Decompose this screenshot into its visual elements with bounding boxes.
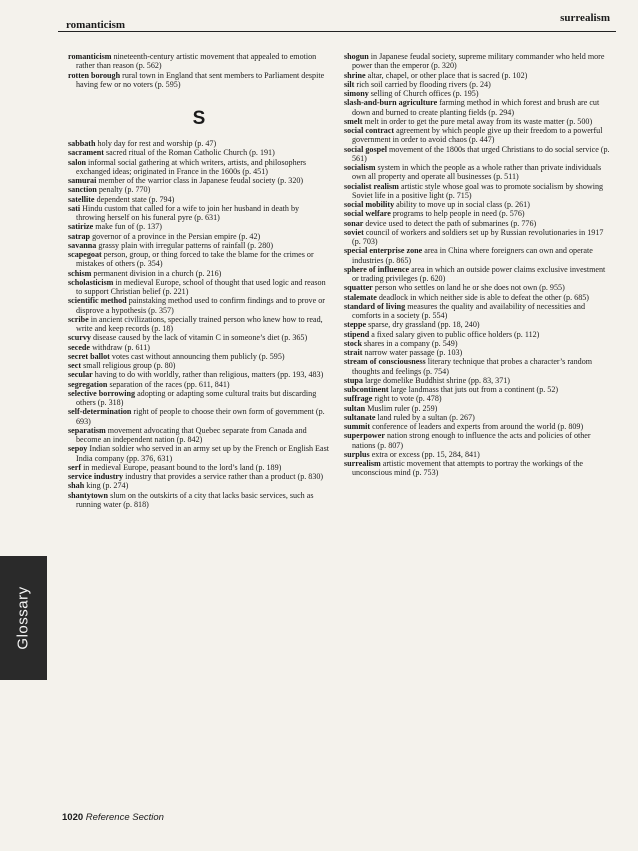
glossary-entry <box>344 348 612 357</box>
glossary-entry <box>344 52 612 71</box>
glossary-entry <box>344 422 612 431</box>
glossary-entry <box>68 389 330 408</box>
glossary-entry <box>344 394 612 403</box>
entry-definition: council of workers and soldiers set up by Russian revolutionaries in 1917 (p. 703) <box>352 227 604 246</box>
entry-definition: large landmass that juts out from a continent (p. 52) <box>390 385 559 394</box>
glossary-entry <box>68 352 330 361</box>
glossary-entry <box>68 139 330 148</box>
entry-definition: governor of a province in the Persian empire (p. 42) <box>92 231 261 241</box>
glossary-entry <box>68 343 330 352</box>
entry-term: scientific method <box>68 296 127 306</box>
entry-term: scapegoat <box>68 250 102 259</box>
entry-definition: conference of leaders and experts from around the world (p. 809) <box>372 422 584 431</box>
glossary-entry <box>344 219 612 228</box>
entry-term: smelt <box>344 116 363 126</box>
entry-term: savanna <box>68 240 97 250</box>
glossary-entry <box>68 444 330 463</box>
entry-definition: adopting or adapting some cultural traits but discarding others (p. 318) <box>76 388 317 407</box>
entry-definition: having to do with worldly, rather than religious, matters (pp. 193, 483) <box>94 370 324 380</box>
glossary-tab-label: Glossary <box>14 586 32 650</box>
running-head-right: surrealism <box>560 12 610 24</box>
entry-definition: Indian soldier who served in an army set up by the French or English East India company (pp. 376, 631) <box>76 444 329 463</box>
entry-term: service industry <box>68 472 124 481</box>
glossary-entry <box>344 246 612 265</box>
entry-definition: narrow water passage (p. 103) <box>364 348 463 357</box>
entry-term: sanction <box>68 185 97 195</box>
entry-term: surrealism <box>344 459 381 468</box>
entry-definition: measures the quality and availability of necessities and comforts in a society (p. 554) <box>352 301 585 320</box>
entry-definition: small religious group (p. 80) <box>83 361 176 370</box>
glossary-entry <box>68 204 330 223</box>
entry-definition: disease caused by the lack of vitamin C in someone’s diet (p. 365) <box>92 333 308 343</box>
entry-term: samurai <box>68 176 97 185</box>
entry-term: sphere of influence <box>344 264 410 274</box>
entry-term: social contract <box>344 126 395 135</box>
entry-term: surplus <box>344 449 370 459</box>
glossary-entry <box>344 283 612 292</box>
entry-term: stalemate <box>344 292 377 302</box>
section-name: Reference Section <box>85 812 164 823</box>
entry-definition: dependent state (p. 794) <box>96 194 175 204</box>
entry-term: sonar <box>344 218 364 228</box>
entry-definition: person, group, or thing forced to take the blame for the crimes or mistakes of others (p. 354) <box>76 250 314 269</box>
entry-definition: informal social gathering at which writers, artists, and philosophers exchanged ideas; originated in France in the 1600s (p. 451) <box>76 157 307 176</box>
entry-term: self-determination <box>68 407 132 417</box>
entry-term: suffrage <box>344 394 373 404</box>
entry-term: segregation <box>68 379 108 389</box>
entry-definition: shares in a company (p. 549) <box>364 338 458 348</box>
entry-term: shogun <box>344 52 369 61</box>
glossary-entry <box>68 176 330 185</box>
page-number: 1020 <box>62 812 84 823</box>
entry-definition: extra or excess (pp. 15, 284, 841) <box>371 449 480 459</box>
entry-term: rotten borough <box>68 70 121 80</box>
glossary-entry <box>344 330 612 339</box>
glossary-entry <box>68 472 330 481</box>
entry-definition: agreement by which people give up their freedom to a powerful government in order to avoid chaos (p. 447) <box>352 126 603 145</box>
right-entries <box>344 52 612 478</box>
glossary-entry <box>344 320 612 329</box>
intro-entries <box>68 52 330 89</box>
entry-term: sabbath <box>68 139 96 148</box>
glossary-entry <box>68 426 330 445</box>
header-rule <box>58 31 616 32</box>
entry-definition: slum on the outskirts of a city that lacks basic services, such as running water (p. 818) <box>76 490 314 509</box>
entry-term: satellite <box>68 194 95 204</box>
entry-term: stipend <box>344 329 370 339</box>
entry-term: standard of living <box>344 301 406 311</box>
entry-term: stream of consciousness <box>344 357 426 367</box>
entry-definition: person who settles on land he or she does not own (p. 955) <box>374 283 565 293</box>
glossary-entry <box>344 302 612 321</box>
entry-term: summit <box>344 422 371 431</box>
entry-definition: in Japanese feudal society, supreme military commander who held more power than the emperor (p. 320) <box>352 52 605 71</box>
glossary-entry <box>344 404 612 413</box>
entry-definition: artistic movement that attempts to portray the workings of the unconscious mind (p. 753) <box>352 459 584 478</box>
glossary-entry <box>68 315 330 334</box>
entry-term: separatism <box>68 425 106 435</box>
glossary-entry <box>68 185 330 194</box>
glossary-entry <box>344 459 612 478</box>
glossary-entry <box>344 431 612 450</box>
glossary-entry <box>344 182 612 201</box>
glossary-entry <box>68 241 330 250</box>
entry-term: slash-and-burn agriculture <box>344 98 438 108</box>
glossary-entry <box>68 148 330 157</box>
entry-definition: movement of the 1800s that urged Christians to do social service (p. 561) <box>352 144 610 163</box>
entry-definition: in medieval Europe, school of thought that used logic and reason to support Christian belief (p. 221) <box>76 277 326 296</box>
entry-definition: movement advocating that Quebec separate from Canada and become an independent nation (p. 842) <box>76 425 307 444</box>
entry-definition: programs to help people in need (p. 576) <box>392 209 525 219</box>
glossary-entry <box>68 269 330 278</box>
entry-definition: votes cast without announcing them publicly (p. 595) <box>111 351 285 361</box>
glossary-entry <box>344 71 612 80</box>
entry-term: satrap <box>68 231 91 241</box>
entry-definition: grassy plain with irregular patterns of rainfall (p. 280) <box>98 240 274 250</box>
entry-term: sect <box>68 361 82 370</box>
entry-definition: area in China where foreigners can own and operate industries (p. 865) <box>352 246 593 265</box>
entry-definition: Hindu custom that called for a wife to join her husband in death by throwing herself on his funeral pyre (p. 631) <box>76 203 300 222</box>
entry-definition: land ruled by a sultan (p. 267) <box>377 412 475 422</box>
left-column <box>68 52 330 509</box>
glossary-entry <box>68 232 330 241</box>
entry-definition: member of the warrior class in Japanese feudal society (p. 320) <box>98 176 304 185</box>
glossary-entry <box>344 117 612 126</box>
glossary-entry <box>68 71 330 90</box>
entry-term: special enterprise zone <box>344 246 423 256</box>
glossary-entry <box>68 463 330 472</box>
entry-term: romanticism <box>68 52 112 61</box>
glossary-entry <box>344 126 612 145</box>
entry-term: shah <box>68 481 85 491</box>
entry-definition: system in which the people as a whole rather than private individuals own all property and operate all businesses (p. 511) <box>352 163 602 182</box>
glossary-entry <box>68 481 330 490</box>
entry-term: soviet <box>344 227 364 237</box>
glossary-entry <box>344 145 612 164</box>
page-footer <box>62 812 164 823</box>
glossary-entry <box>68 333 330 342</box>
entry-term: sati <box>68 203 81 213</box>
entry-definition: a fixed salary given to public office holders (p. 112) <box>371 329 540 339</box>
glossary-entry <box>68 296 330 315</box>
entry-definition: in ancient civilizations, specially trained person who knew how to read, write and keep records (p. 18) <box>76 314 323 333</box>
glossary-entry <box>344 413 612 422</box>
glossary-entry <box>68 195 330 204</box>
entry-definition: literary technique that probes a character’s random thoughts and feelings (p. 754) <box>352 357 593 376</box>
entry-definition: separation of the races (pp. 611, 841) <box>109 379 230 389</box>
right-column <box>344 52 612 478</box>
entry-term: social welfare <box>344 209 391 219</box>
glossary-entry <box>344 357 612 376</box>
entry-term: sultan <box>344 403 366 413</box>
entry-term: shrine <box>344 70 366 80</box>
entry-definition: artistic style whose goal was to promote socialism by showing Soviet life in a positive light (p. 715) <box>352 181 604 200</box>
entry-definition: large domelike Buddhist shrine (pp. 83, 371) <box>364 375 511 385</box>
entry-definition: withdraw (p. 611) <box>92 342 150 352</box>
glossary-entry <box>68 361 330 370</box>
glossary-tab <box>0 556 47 680</box>
entry-term: serf <box>68 462 82 472</box>
entry-term: subcontinent <box>344 385 389 394</box>
entry-definition: painstaking method used to confirm findings and to prove or disprove a hypothesis (p. 357) <box>76 296 325 315</box>
entry-definition: Muslim ruler (p. 259) <box>367 403 438 413</box>
entry-definition: deadlock in which neither side is able to defeat the other (p. 685) <box>378 292 589 302</box>
entry-term: scholasticism <box>68 277 114 287</box>
glossary-entry <box>344 293 612 302</box>
entry-definition: device used to detect the path of submarines (p. 776) <box>365 218 537 228</box>
entry-term: stock <box>344 338 362 348</box>
entry-definition: king (p. 274) <box>86 481 129 491</box>
entry-definition: rural town in England that sent members to Parliament despite having few or no voters (p. 595) <box>76 70 325 89</box>
entry-term: secret ballot <box>68 351 110 361</box>
entry-definition: make fun of (p. 137) <box>95 222 162 232</box>
entry-term: social mobility <box>344 200 395 209</box>
entry-term: sultanate <box>344 412 376 422</box>
entry-definition: right of people to choose their own form of government (p. 693) <box>76 407 325 426</box>
glossary-entry <box>68 250 330 269</box>
s-entries <box>68 139 330 509</box>
entry-term: shantytown <box>68 490 109 500</box>
glossary-entry <box>344 450 612 459</box>
entry-definition: permanent division in a church (p. 216) <box>93 268 222 278</box>
entry-term: secede <box>68 342 91 352</box>
glossary-entry <box>68 491 330 510</box>
glossary-entry <box>344 200 612 209</box>
entry-definition: melt in order to get the pure metal away from its waste matter (p. 500) <box>364 116 593 126</box>
glossary-entry <box>344 209 612 218</box>
glossary-entry <box>344 385 612 394</box>
glossary-entry <box>68 158 330 177</box>
entry-definition: right to vote (p. 478) <box>374 394 442 404</box>
glossary-entry <box>344 265 612 284</box>
glossary-entry <box>344 98 612 117</box>
entry-term: salon <box>68 157 86 167</box>
glossary-entry <box>68 52 330 71</box>
entry-definition: in medieval Europe, peasant bound to the lord’s land (p. 189) <box>83 462 282 472</box>
entry-term: scurvy <box>68 333 91 343</box>
entry-definition: farming method in which forest and brush are cut down and burned to create planting fields (p. 294) <box>352 98 600 117</box>
glossary-entry <box>344 376 612 385</box>
entry-definition: sacred ritual of the Roman Catholic Church (p. 191) <box>106 148 275 158</box>
entry-term: social gospel <box>344 144 387 154</box>
entry-definition: ability to move up in social class (p. 261) <box>396 200 530 209</box>
glossary-entry <box>344 89 612 98</box>
entry-definition: area in which an outside power claims exclusive investment or trading privileges (p. 620) <box>352 264 606 283</box>
entry-definition: holy day for rest and worship (p. 47) <box>97 139 217 148</box>
entry-definition: industry that provides a service rather than a product (p. 830) <box>125 472 324 481</box>
glossary-entry <box>68 278 330 297</box>
entry-term: simony <box>344 89 369 98</box>
entry-definition: rich soil carried by flooding rivers (p. 24) <box>356 79 491 89</box>
glossary-entry <box>344 80 612 89</box>
glossary-entry <box>68 407 330 426</box>
entry-term: socialist realism <box>344 181 399 191</box>
entry-term: schism <box>68 268 92 278</box>
entry-term: steppe <box>344 320 367 330</box>
entry-definition: sparse, dry grassland (pp. 18, 240) <box>368 320 480 330</box>
entry-term: secular <box>68 370 93 380</box>
entry-definition: nineteenth-century artistic movement that appealed to emotion rather than reason (p. 562) <box>76 52 317 71</box>
entry-term: superpower <box>344 431 385 441</box>
entry-term: strait <box>344 348 363 357</box>
entry-term: stupa <box>344 375 363 385</box>
glossary-entry <box>344 228 612 247</box>
glossary-entry <box>68 222 330 231</box>
entry-term: silt <box>344 79 355 89</box>
entry-term: satirize <box>68 222 94 232</box>
glossary-entry <box>68 370 330 379</box>
running-head-left: romanticism <box>66 19 126 31</box>
entry-term: selective borrowing <box>68 388 136 398</box>
glossary-entry <box>68 380 330 389</box>
entry-definition: penalty (p. 770) <box>98 185 151 195</box>
entry-definition: altar, chapel, or other place that is sacred (p. 102) <box>367 70 528 80</box>
entry-term: scribe <box>68 314 89 324</box>
entry-term: squatter <box>344 283 373 293</box>
entry-definition: nation strong enough to influence the acts and policies of other nations (p. 807) <box>352 431 591 450</box>
entry-term: socialism <box>344 163 376 172</box>
glossary-entry <box>344 163 612 182</box>
glossary-entry <box>344 339 612 348</box>
entry-definition: selling of Church offices (p. 195) <box>370 89 479 98</box>
entry-term: sacrament <box>68 148 104 158</box>
letter-heading: S <box>192 108 206 129</box>
entry-term: sepoy <box>68 444 88 454</box>
